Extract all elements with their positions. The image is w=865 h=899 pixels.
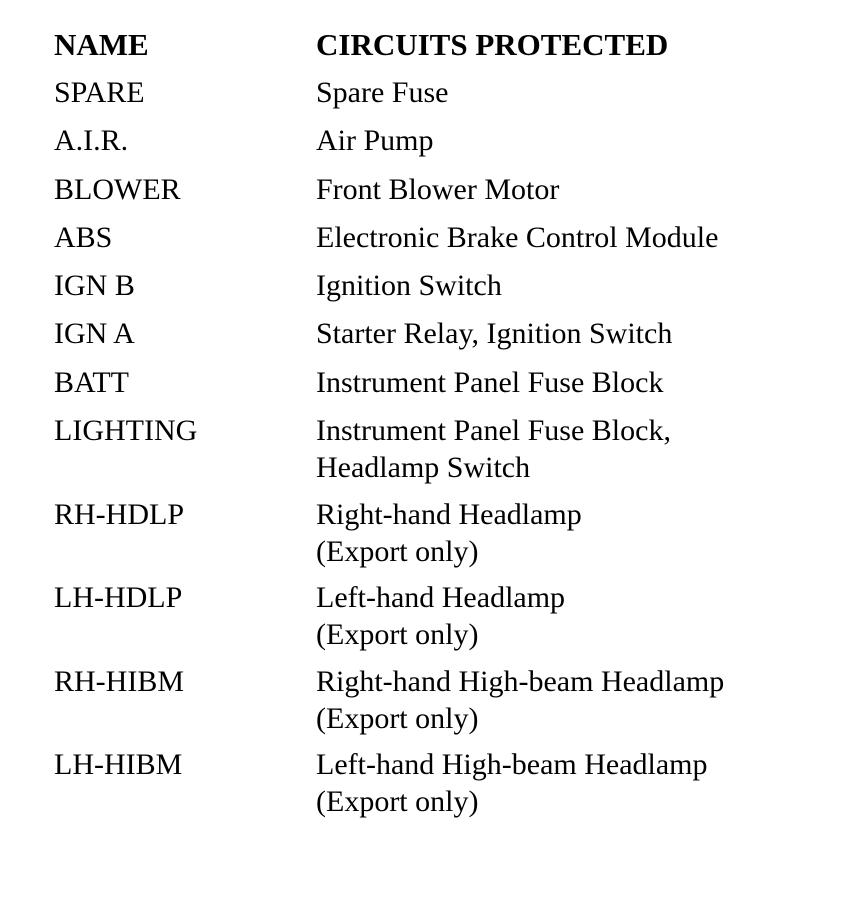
circuits-protected	[316, 219, 834, 257]
table-row	[54, 412, 834, 496]
circuit-line: Electronic Brake Control Module	[316, 220, 719, 254]
table-row	[54, 122, 834, 170]
fuse-name: LIGHTING	[54, 414, 198, 448]
fuse-name: RH-HDLP	[54, 497, 185, 531]
fuse-table	[54, 26, 834, 830]
table-row	[54, 579, 834, 663]
fuse-name: ABS	[54, 220, 113, 254]
table-row	[54, 315, 834, 363]
circuit-line: Front Blower Motor	[316, 172, 560, 206]
fuse-name: LH-HIBM	[54, 748, 183, 782]
circuits-protected	[316, 579, 834, 654]
circuit-line: Left-hand High-beam Headlamp	[316, 748, 708, 782]
circuit-line: Right-hand High-beam Headlamp	[316, 664, 725, 698]
table-row	[54, 171, 834, 219]
circuits-protected	[316, 496, 834, 571]
table-row	[54, 746, 834, 830]
circuits-protected	[316, 122, 834, 160]
circuit-line: Spare Fuse	[316, 76, 449, 109]
circuit-line: Right-hand Headlamp	[316, 497, 582, 531]
table-header-row	[54, 26, 834, 74]
circuit-line: (Export only)	[316, 534, 479, 568]
circuits-protected	[316, 267, 834, 305]
circuit-line: Left-hand Headlamp	[316, 581, 566, 615]
circuits-protected	[316, 663, 834, 738]
fuse-name: SPARE	[54, 76, 145, 109]
table-row	[54, 74, 834, 122]
circuit-line: Instrument Panel Fuse Block	[316, 365, 664, 399]
circuit-line: Air Pump	[316, 124, 434, 158]
table-row	[54, 219, 834, 267]
circuit-line: Headlamp Switch	[316, 451, 531, 485]
fuse-name: BLOWER	[54, 172, 181, 206]
table-row	[54, 663, 834, 747]
fuse-name: BATT	[54, 365, 129, 399]
circuits-protected	[316, 74, 834, 112]
fuse-name: LH-HDLP	[54, 581, 183, 615]
circuit-line: (Export only)	[316, 785, 479, 819]
circuits-column-header: CIRCUITS PROTECTED	[316, 27, 669, 62]
fuse-name: A.I.R.	[54, 124, 129, 158]
fuse-name: RH-HIBM	[54, 664, 185, 698]
name-column-header: NAME	[54, 27, 149, 62]
circuits-protected	[316, 412, 834, 487]
circuits-protected	[316, 171, 834, 209]
circuit-line: (Export only)	[316, 701, 479, 735]
table-row	[54, 364, 834, 412]
circuit-line: Ignition Switch	[316, 269, 502, 303]
circuit-line: Instrument Panel Fuse Block,	[316, 414, 671, 448]
fuse-name: IGN A	[54, 317, 135, 351]
circuit-line: (Export only)	[316, 618, 479, 652]
table-row	[54, 267, 834, 315]
circuit-line: Starter Relay, Ignition Switch	[316, 317, 673, 351]
fuse-name: IGN B	[54, 269, 135, 303]
circuits-protected	[316, 746, 834, 821]
circuits-protected	[316, 364, 834, 402]
circuits-protected	[316, 315, 834, 353]
table-row	[54, 496, 834, 580]
